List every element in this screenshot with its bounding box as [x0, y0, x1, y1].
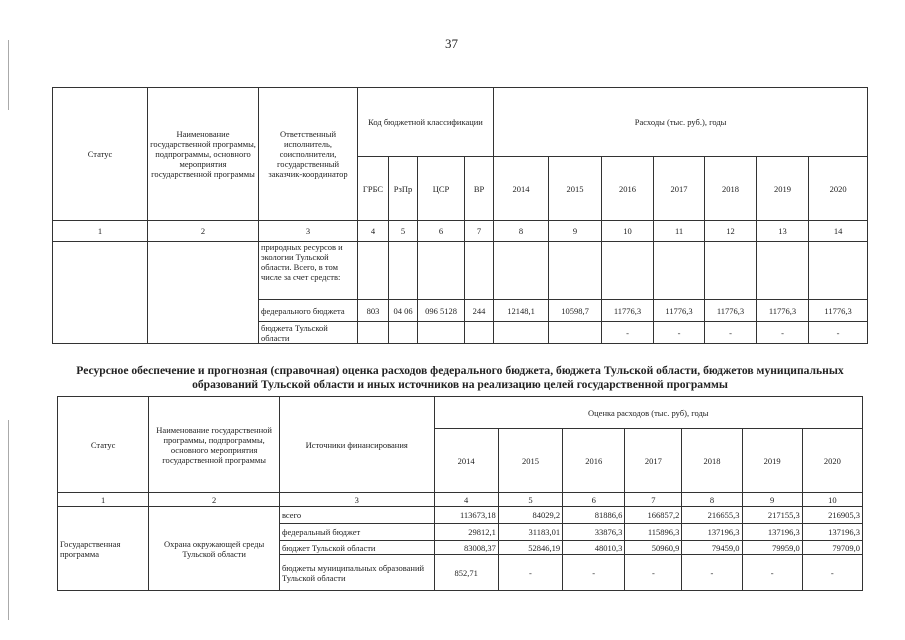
t1-header-expenses: Расходы (тыс. руб.), годы [494, 88, 868, 157]
t1-cell: 803 [358, 300, 389, 322]
t1-cell: 244 [465, 300, 494, 322]
t1-col-number: 13 [757, 221, 809, 242]
t2-cell: - [682, 555, 742, 591]
t2-header-sources: Источники финансирования [279, 397, 434, 493]
t1-header-name: Наименование государственной программы, подпрограммы, основного мероприятия государственной программы [148, 88, 259, 221]
t1-cell [494, 322, 549, 344]
t1-cell [549, 322, 602, 344]
t1-cell [465, 322, 494, 344]
t2-cell: - [563, 555, 625, 591]
t1-cell [757, 242, 809, 300]
t2-cell: 52846,19 [498, 541, 562, 555]
t1-row-source: бюджета Тульской области [259, 322, 358, 344]
t2-header-year: 2015 [498, 429, 562, 493]
t1-cell [549, 242, 602, 300]
page-number: 37 [445, 36, 458, 51]
t2-cell: 166857,2 [625, 507, 682, 524]
t2-col-number: 4 [434, 493, 498, 507]
t1-col-number: 12 [705, 221, 757, 242]
t2-header-status: Статус [58, 397, 149, 493]
t1-cell: 12148,1 [494, 300, 549, 322]
t2-cell: 50960,9 [625, 541, 682, 555]
t2-cell: 48010,3 [563, 541, 625, 555]
t1-col-number: 10 [602, 221, 654, 242]
t2-cell: 79709,0 [802, 541, 862, 555]
t2-col-number: 7 [625, 493, 682, 507]
t1-col-number: 5 [389, 221, 418, 242]
t2-header-estimate: Оценка расходов (тыс. руб), годы [434, 397, 862, 429]
t1-header-year: 2016 [602, 157, 654, 221]
t1-header-year: 2018 [705, 157, 757, 221]
t1-col-number: 2 [148, 221, 259, 242]
t1-cell [602, 242, 654, 300]
t2-cell: - [802, 555, 862, 591]
t1-col-number: 1 [53, 221, 148, 242]
t1-header-grbs: ГРБС [358, 157, 389, 221]
t2-header-year: 2016 [563, 429, 625, 493]
t2-cell: 31183,01 [498, 524, 562, 541]
t2-cell: 79959,0 [742, 541, 802, 555]
t1-cell [418, 322, 465, 344]
t1-header-executor: Ответственный исполнитель, соисполнители, государственный заказчик-координатор [259, 88, 358, 221]
t1-name-cell [148, 242, 259, 344]
margin-line-bottom [8, 420, 9, 620]
t1-cell: - [809, 322, 868, 344]
t2-cell: 113673,18 [434, 507, 498, 524]
t2-col-number: 10 [802, 493, 862, 507]
t1-header-rzpr: РзПр [389, 157, 418, 221]
t1-cell [358, 322, 389, 344]
t2-col-number: 2 [149, 493, 280, 507]
t2-cell: 115896,3 [625, 524, 682, 541]
t1-cell: 10598,7 [549, 300, 602, 322]
t1-cell [358, 242, 389, 300]
t2-cell: - [498, 555, 562, 591]
t2-row-source: всего [279, 507, 434, 524]
t2-row-source: бюджет Тульской области [279, 541, 434, 555]
t2-cell: 216905,3 [802, 507, 862, 524]
t1-row-executor: природных ресурсов и экологии Тульской области. Всего, в том числе за счет средств: [259, 242, 358, 300]
t2-header-year: 2018 [682, 429, 742, 493]
t1-cell: 04 06 [389, 300, 418, 322]
t2-col-number: 1 [58, 493, 149, 507]
t1-header-year: 2015 [549, 157, 602, 221]
t1-cell [465, 242, 494, 300]
t2-col-number: 3 [279, 493, 434, 507]
t1-cell: - [602, 322, 654, 344]
t1-header-csr: ЦСР [418, 157, 465, 221]
t1-col-number: 11 [654, 221, 705, 242]
t1-cell: - [705, 322, 757, 344]
t1-cell: 11776,3 [757, 300, 809, 322]
t1-header-year: 2014 [494, 157, 549, 221]
t2-name-value: Охрана окружающей среды Тульской области [149, 507, 280, 591]
t1-cell: 096 5128 [418, 300, 465, 322]
t1-cell: 11776,3 [705, 300, 757, 322]
t1-cell: 11776,3 [654, 300, 705, 322]
t2-cell: 81886,6 [563, 507, 625, 524]
t1-col-number: 8 [494, 221, 549, 242]
t2-row-source: федеральный бюджет [279, 524, 434, 541]
t1-cell: - [757, 322, 809, 344]
t1-cell [809, 242, 868, 300]
t2-cell: 83008,37 [434, 541, 498, 555]
t2-col-number: 6 [563, 493, 625, 507]
t1-cell: 11776,3 [602, 300, 654, 322]
t1-col-number: 3 [259, 221, 358, 242]
t2-cell: 137196,3 [682, 524, 742, 541]
t1-col-number: 9 [549, 221, 602, 242]
t2-header-year: 2017 [625, 429, 682, 493]
t2-cell: 79459,0 [682, 541, 742, 555]
section-title: Ресурсное обеспечение и прогнозная (справочная) оценка расходов федерального бюджета, бюджета Тульской области, бюджетов муниципальных образований Тульской области и иных источников на реализацию целей государственной программы [76, 364, 844, 391]
t1-header-year: 2020 [809, 157, 868, 221]
t1-header-vr: ВР [465, 157, 494, 221]
t1-cell: 11776,3 [809, 300, 868, 322]
t2-col-number: 9 [742, 493, 802, 507]
t2-header-year: 2019 [742, 429, 802, 493]
t1-header-kbk: Код бюджетной классификации [358, 88, 494, 157]
t1-col-number: 7 [465, 221, 494, 242]
t1-cell [389, 242, 418, 300]
t2-cell: 29812,1 [434, 524, 498, 541]
t2-cell: 217155,3 [742, 507, 802, 524]
t2-header-year: 2020 [802, 429, 862, 493]
t2-row-source: бюджеты муниципальных образований Тульской области [279, 555, 434, 591]
resource-estimate-table [57, 396, 863, 591]
t2-cell: - [742, 555, 802, 591]
t1-col-number: 4 [358, 221, 389, 242]
t1-cell [494, 242, 549, 300]
t2-cell: 84029,2 [498, 507, 562, 524]
t2-col-number: 5 [498, 493, 562, 507]
t2-cell: 852,71 [434, 555, 498, 591]
t1-header-year: 2017 [654, 157, 705, 221]
t2-cell: 137196,3 [742, 524, 802, 541]
budget-code-table [52, 87, 868, 344]
t2-cell: 137196,3 [802, 524, 862, 541]
t1-header-year: 2019 [757, 157, 809, 221]
t1-cell [654, 242, 705, 300]
t2-header-year: 2014 [434, 429, 498, 493]
t1-cell: - [654, 322, 705, 344]
t2-cell: 33876,3 [563, 524, 625, 541]
t1-col-number: 6 [418, 221, 465, 242]
t2-cell: - [625, 555, 682, 591]
t1-cell [705, 242, 757, 300]
margin-line-top [8, 40, 9, 110]
t1-cell [389, 322, 418, 344]
t2-col-number: 8 [682, 493, 742, 507]
t1-header-status: Статус [53, 88, 148, 221]
t2-status-value: Государственная программа [58, 507, 149, 591]
t1-status-cell [53, 242, 148, 344]
t2-cell: 216655,3 [682, 507, 742, 524]
t1-cell [418, 242, 465, 300]
t2-header-name: Наименование государственной программы, подпрограммы, основного мероприятия государственной программы [149, 397, 280, 493]
t1-col-number: 14 [809, 221, 868, 242]
t1-row-source: федерального бюджета [259, 300, 358, 322]
